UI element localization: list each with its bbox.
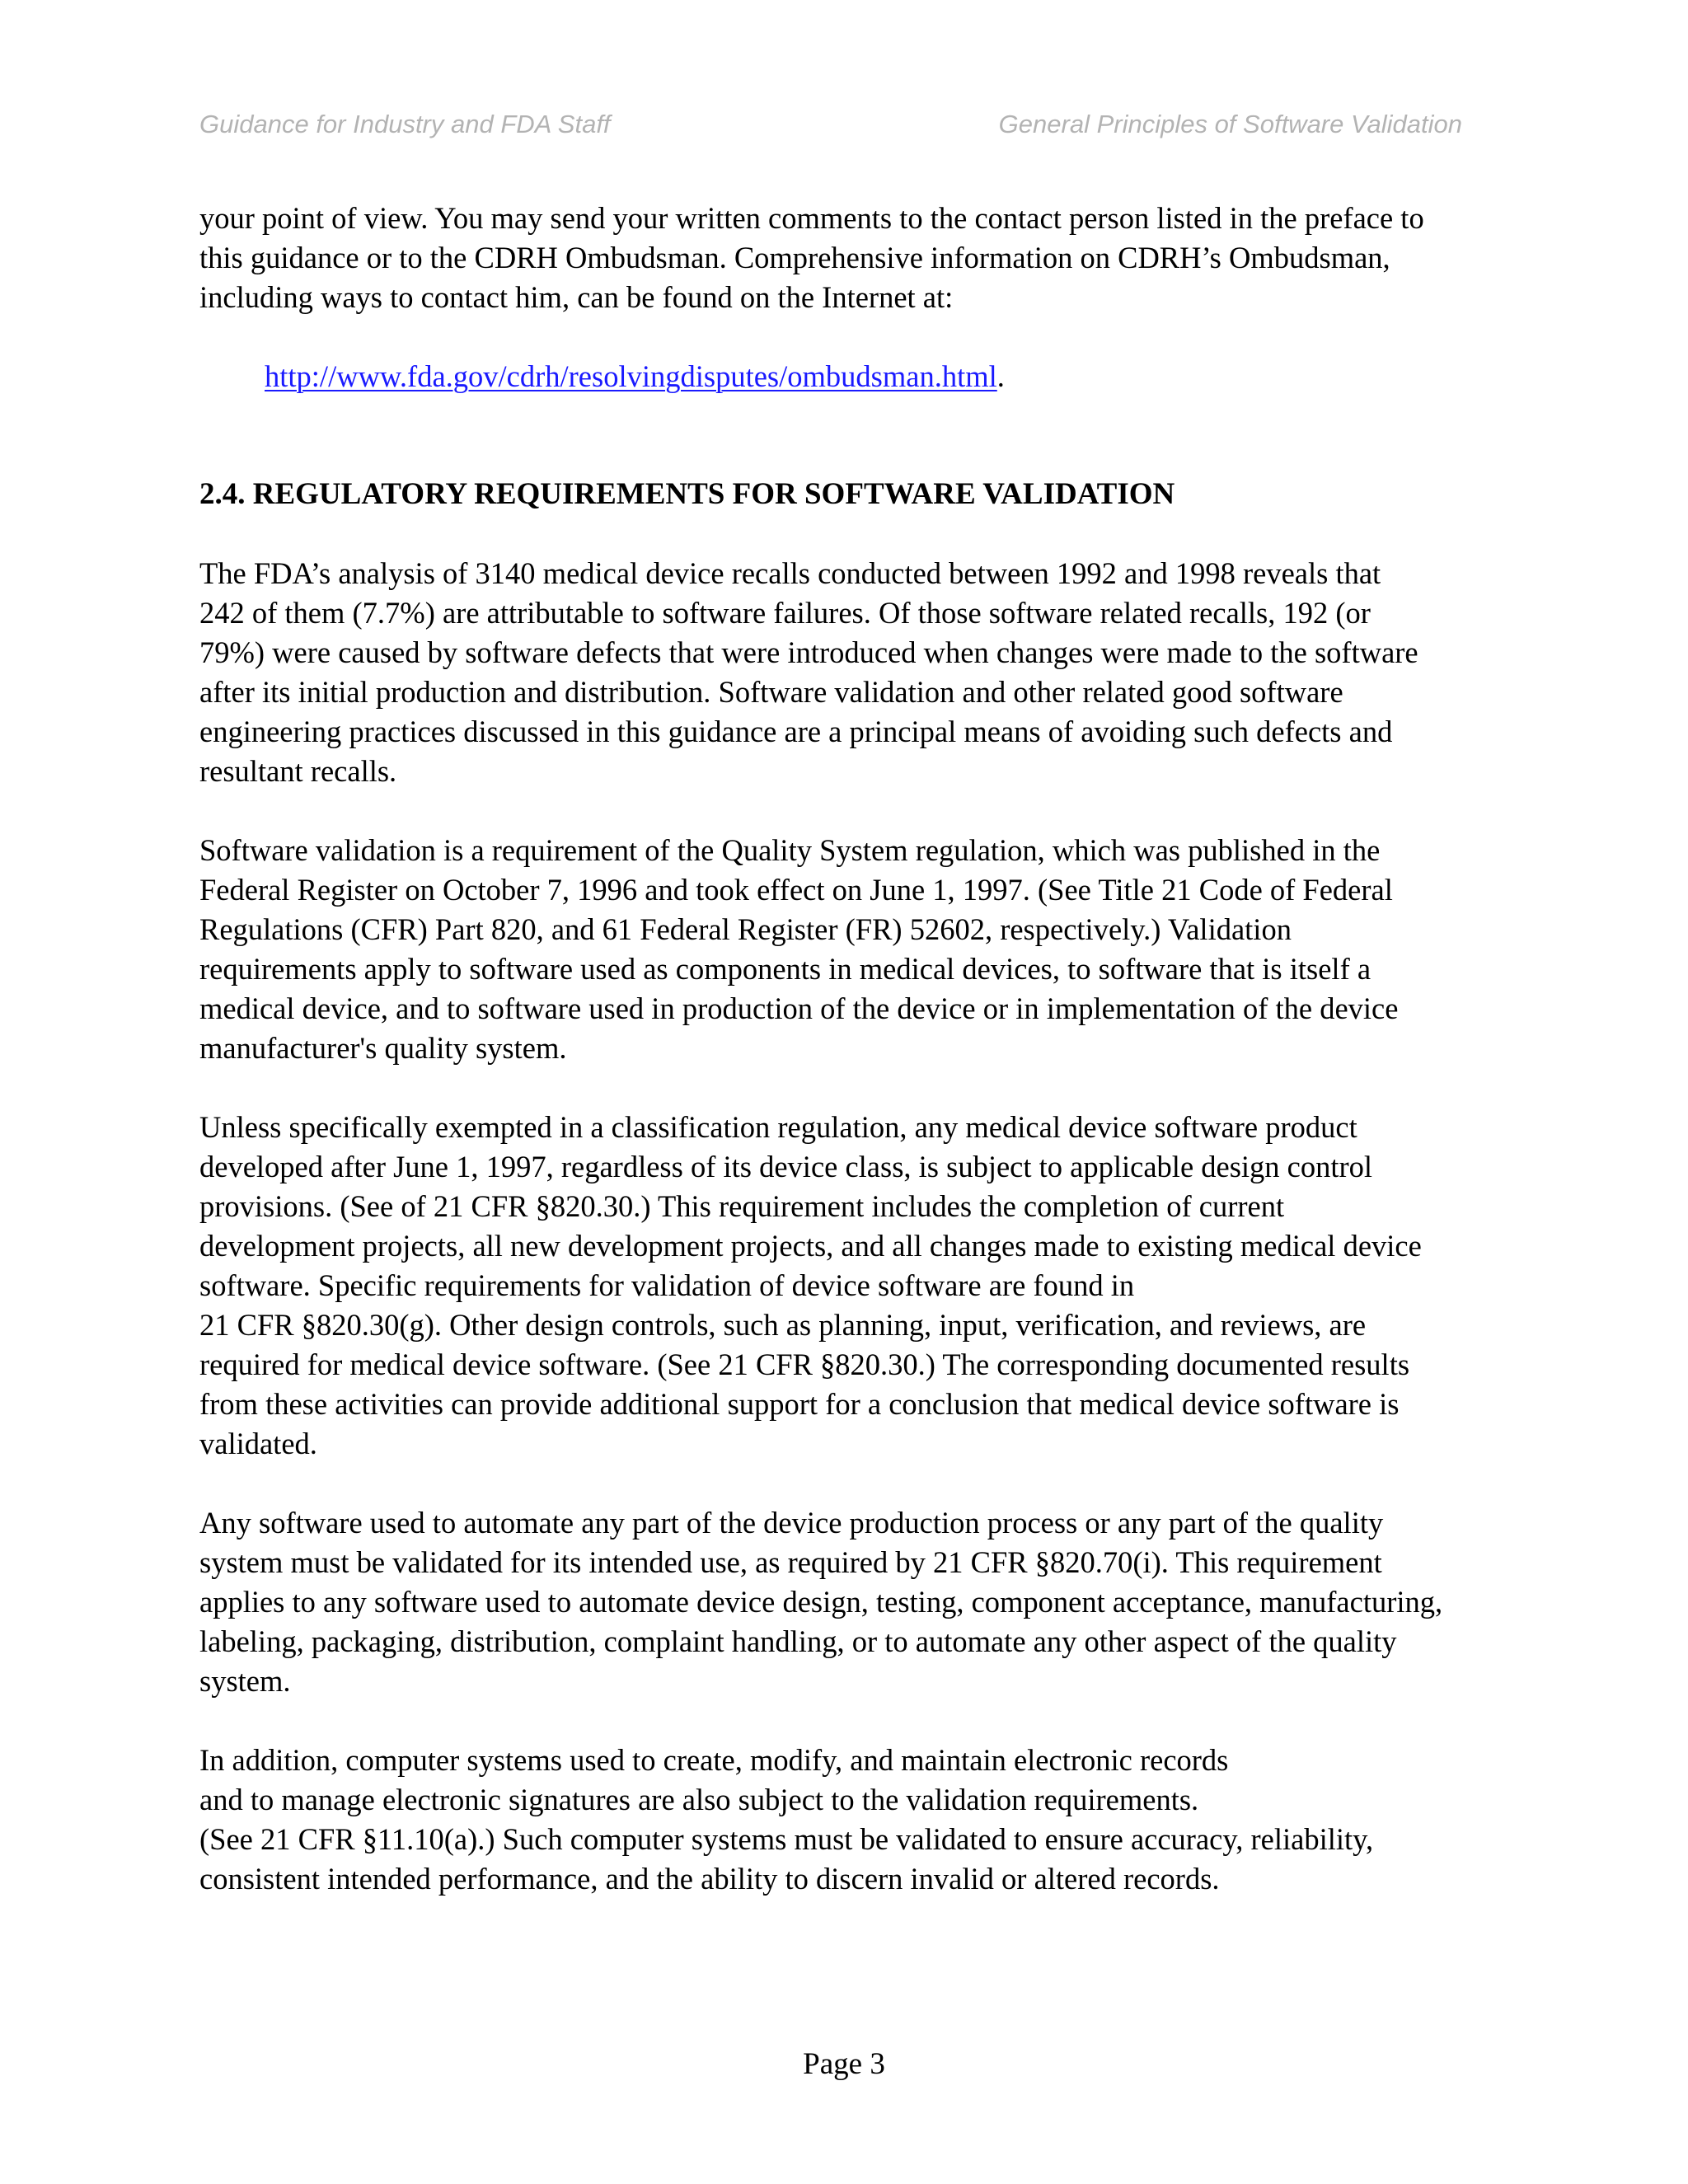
paragraph-line: labeling, packaging, distribution, complaint handling, or to automate any other aspect of the quality xyxy=(199,1624,1397,1658)
paragraph-line: requirements apply to software used as components in medical devices, to software that is itself a xyxy=(199,952,1372,986)
paragraph-line: applies to any software used to automate device design, testing, component acceptance, manufacturing, xyxy=(199,1585,1443,1619)
paragraph-line: and to manage electronic signatures are also subject to the validation requirements. xyxy=(199,1783,1199,1816)
url-period: . xyxy=(996,359,1005,393)
paragraph-line: manufacturer's quality system. xyxy=(199,1031,567,1065)
intro-paragraph xyxy=(199,199,1493,317)
paragraph-line: provisions. (See of 21 CFR §820.30.) This requirement includes the completion of current xyxy=(199,1189,1285,1223)
paragraph-line: from these activities can provide additional support for a conclusion that medical device software is xyxy=(199,1387,1400,1421)
paragraph-line: resultant recalls. xyxy=(199,754,397,788)
paragraph-line: system. xyxy=(199,1664,291,1698)
paragraph-line: 21 CFR §820.30(g). Other design controls, such as planning, input, verification, and reviews, are xyxy=(199,1308,1367,1342)
intro-line: including ways to contact him, can be found on the Internet at: xyxy=(199,280,954,314)
ombudsman-link[interactable]: http://www.fda.gov/cdrh/resolvingdisputes/ombudsman.html xyxy=(265,359,997,393)
intro-line: your point of view. You may send your written comments to the contact person listed in the preface to xyxy=(199,201,1424,235)
paragraph-line: consistent intended performance, and the ability to discern invalid or altered records. xyxy=(199,1862,1220,1896)
paragraph-recalls xyxy=(199,554,1493,791)
paragraph-line: 79%) were caused by software defects that were introduced when changes were made to the software xyxy=(199,635,1418,669)
paragraph-line: required for medical device software. (See 21 CFR §820.30.) The corresponding documented results xyxy=(199,1347,1410,1381)
page-number: Page 3 xyxy=(803,2047,885,2081)
intro-line: this guidance or to the CDRH Ombudsman. Comprehensive information on CDRH’s Ombudsman, xyxy=(199,241,1390,274)
paragraph-line: 242 of them (7.7%) are attributable to software failures. Of those software related recalls, 192 (or xyxy=(199,596,1371,630)
paragraph-line: Regulations (CFR) Part 820, and 61 Federal Register (FR) 52602, respectively.) Validation xyxy=(199,912,1292,946)
paragraph-design-controls xyxy=(199,1108,1493,1464)
paragraph-line: developed after June 1, 1997, regardless of its device class, is subject to applicable design control xyxy=(199,1150,1373,1183)
paragraph-line: system must be validated for its intended use, as required by 21 CFR §820.70(i). This requirement xyxy=(199,1545,1382,1579)
paragraph-quality-system xyxy=(199,831,1493,1068)
page-body xyxy=(199,199,1493,1899)
section-heading: 2.4. REGULATORY REQUIREMENTS FOR SOFTWARE VALIDATION xyxy=(199,477,1175,511)
paragraph-line: Federal Register on October 7, 1996 and took effect on June 1, 1997. (See Title 21 Code of Federal xyxy=(199,873,1393,907)
running-header xyxy=(199,110,1462,148)
paragraph-line: software. Specific requirements for validation of device software are found in xyxy=(199,1268,1135,1302)
paragraph-line: Software validation is a requirement of the Quality System regulation, which was published in the xyxy=(199,833,1381,867)
paragraph-line: Unless specifically exempted in a classification regulation, any medical device software product xyxy=(199,1110,1357,1144)
ombudsman-url-line xyxy=(199,357,1493,396)
paragraph-line: validated. xyxy=(199,1427,317,1460)
header-section-title: General Principles of Software Validation xyxy=(998,110,1462,138)
paragraph-line: medical device, and to software used in production of the device or in implementation of the device xyxy=(199,991,1399,1025)
header-document-title: Guidance for Industry and FDA Staff xyxy=(199,110,611,138)
paragraph-production-software xyxy=(199,1503,1493,1701)
paragraph-line: (See 21 CFR §11.10(a).) Such computer systems must be validated to ensure accuracy, reliability, xyxy=(199,1822,1374,1856)
paragraph-line: after its initial production and distribution. Software validation and other related good software xyxy=(199,675,1343,709)
paragraph-line: engineering practices discussed in this guidance are a principal means of avoiding such defects and xyxy=(199,715,1393,748)
paragraph-line: The FDA’s analysis of 3140 medical device recalls conducted between 1992 and 1998 reveals that xyxy=(199,556,1381,590)
paragraph-line: In addition, computer systems used to create, modify, and maintain electronic records xyxy=(199,1743,1229,1777)
paragraph-line: development projects, all new development projects, and all changes made to existing medical device xyxy=(199,1229,1422,1263)
paragraph-line: Any software used to automate any part of the device production process or any part of the quality xyxy=(199,1506,1384,1540)
paragraph-electronic-records xyxy=(199,1741,1493,1899)
